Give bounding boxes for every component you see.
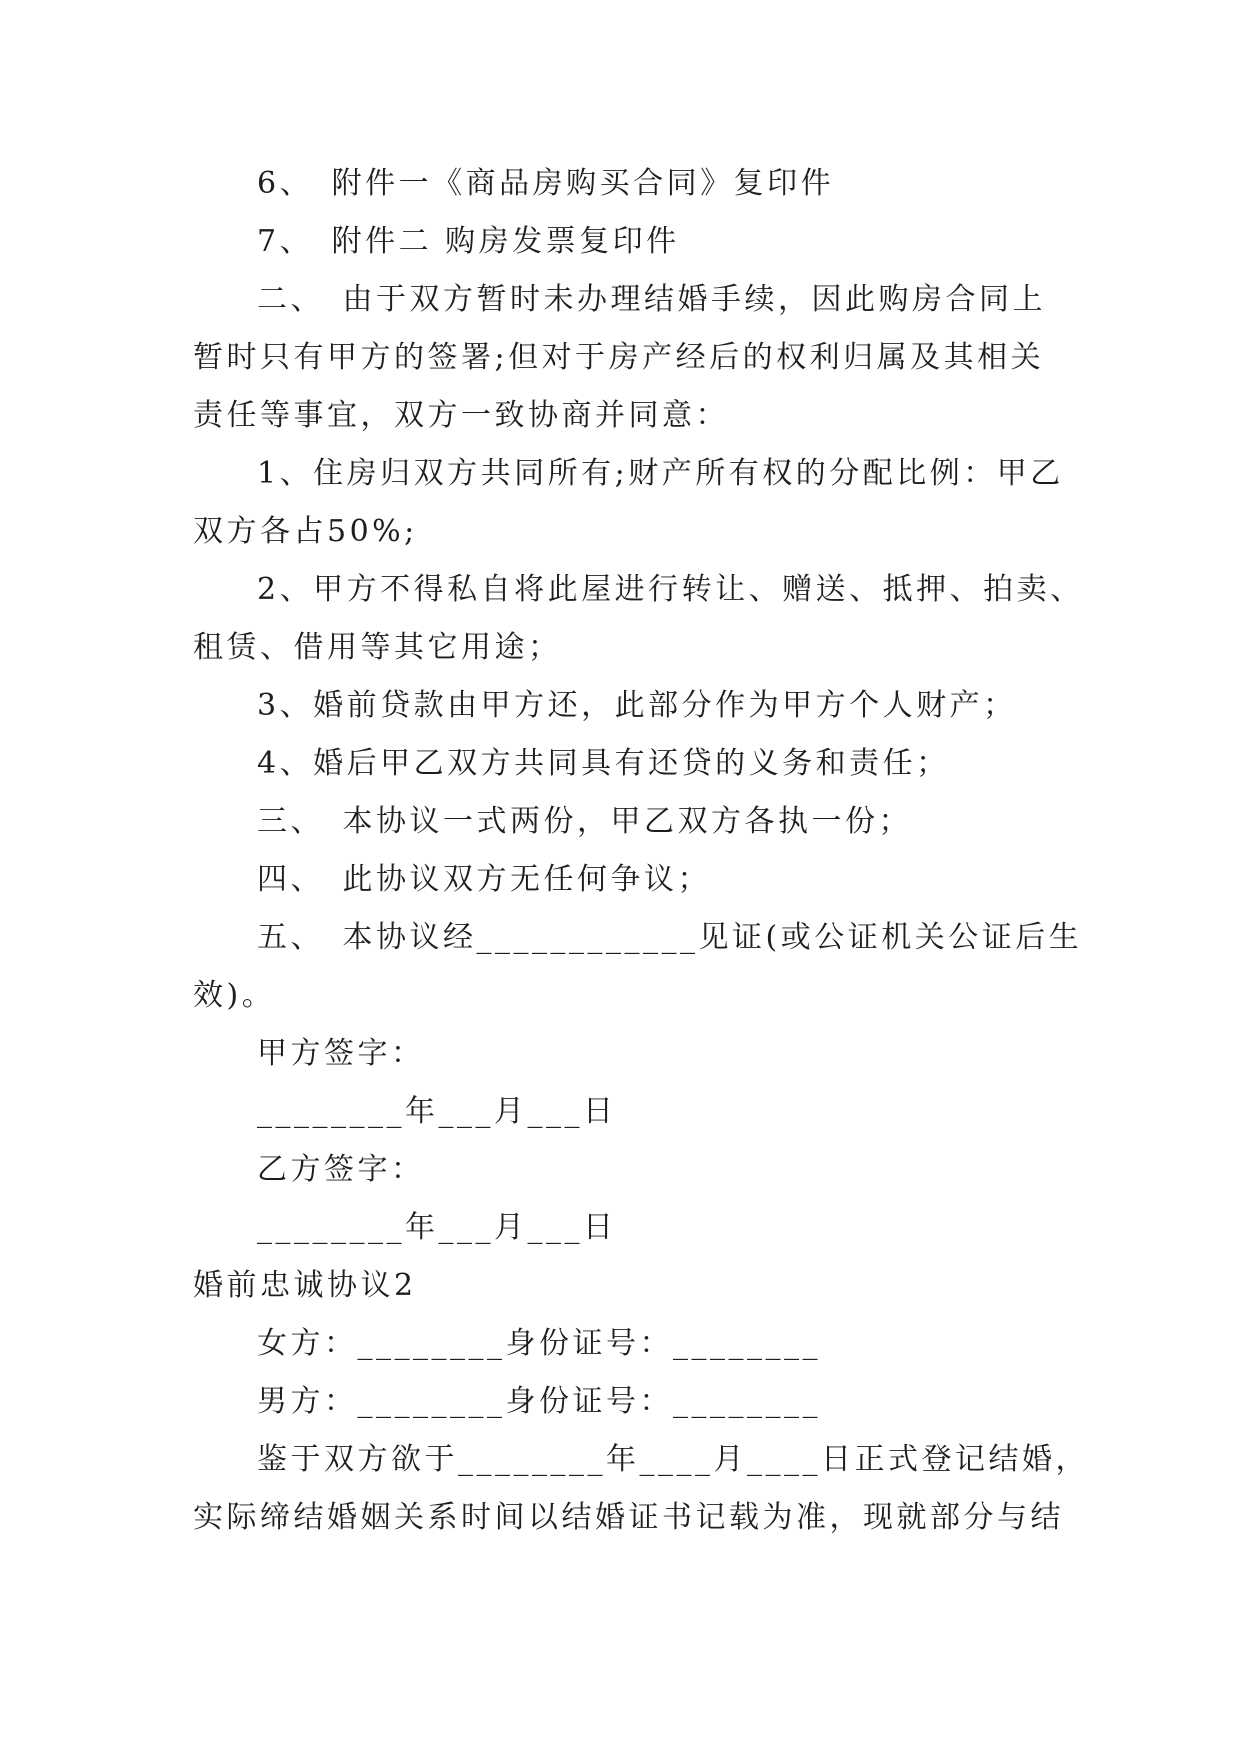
- sub-item-2: 2、甲方不得私自将此屋进行转让、赠送、抵押、拍卖、: [257, 572, 1084, 607]
- party-a-signature-label: 甲方签字：: [257, 1036, 425, 1071]
- attachment-1-line: 6、 附件一《商品房购买合同》复印件: [257, 166, 835, 201]
- paragraph-line: 实际缔结婚姻关系时间以结婚证书记载为准，现就部分与结: [193, 1500, 1064, 1535]
- preamble-line: 鉴于双方欲于________年____月____日正式登记结婚，: [257, 1442, 1089, 1477]
- sub-item-1: 1、住房归双方共同所有;财产所有权的分配比例：甲乙: [257, 456, 1064, 491]
- party-b-date-line: ________年___月___日: [257, 1210, 617, 1245]
- clause-4: 四、 此协议双方无任何争议；: [257, 862, 711, 897]
- clause-3: 三、 本协议一式两份，甲乙双方各执一份；: [257, 804, 912, 839]
- paragraph-line: 双方各占50%;: [193, 514, 418, 549]
- sub-item-4: 4、婚后甲乙双方共同具有还贷的义务和责任；: [257, 746, 950, 781]
- clause-5: 五、 本协议经____________见证(或公证机关公证后生: [257, 920, 1083, 955]
- section-title: 婚前忠诚协议2: [193, 1268, 417, 1303]
- party-a-date-line: ________年___月___日: [257, 1094, 617, 1129]
- attachment-2-line: 7、 附件二 购房发票复印件: [257, 224, 680, 259]
- paragraph-line: 责任等事宜，双方一致协商并同意：: [193, 398, 729, 433]
- clause-2-heading: 二、 由于双方暂时未办理结婚手续，因此购房合同上: [257, 282, 1046, 317]
- sub-item-3: 3、婚前贷款由甲方还，此部分作为甲方个人财产；: [257, 688, 1017, 723]
- paragraph-line: 效)。: [193, 978, 276, 1013]
- female-party-line: 女方：________身份证号：________: [257, 1326, 821, 1361]
- paragraph-line: 暂时只有甲方的签署;但对于房产经后的权利归属及其相关: [193, 340, 1045, 375]
- paragraph-line: 租赁、借用等其它用途；: [193, 630, 562, 665]
- party-b-signature-label: 乙方签字：: [257, 1152, 425, 1187]
- male-party-line: 男方：________身份证号：________: [257, 1384, 821, 1419]
